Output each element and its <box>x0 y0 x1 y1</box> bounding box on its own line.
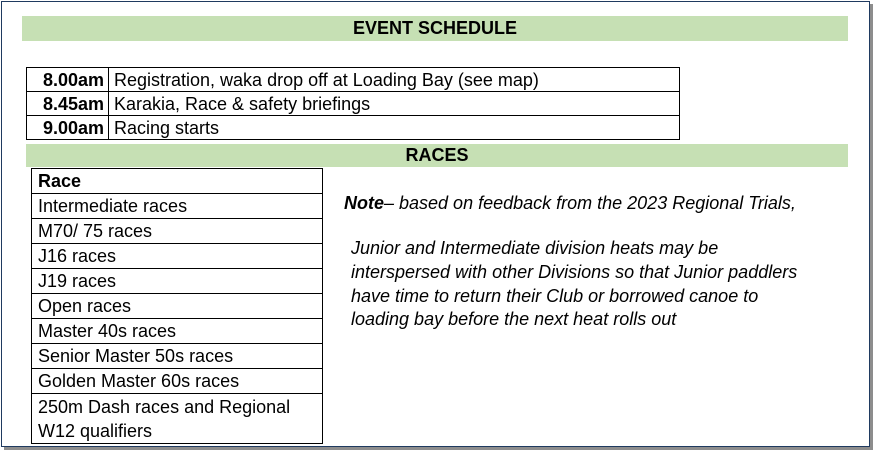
note-line: have time to return their Club or borrowed canoe to <box>351 286 759 306</box>
race-item-line: W12 qualifiers <box>38 420 153 441</box>
event-schedule-title: EVENT SCHEDULE <box>22 16 848 41</box>
races-title: RACES <box>26 144 848 167</box>
schedule-time: 8.45am <box>27 92 109 116</box>
note-heading <box>344 192 796 215</box>
race-item: Senior Master 50s races <box>32 344 323 369</box>
race-item: Intermediate races <box>32 194 323 219</box>
race-item: Golden Master 60s races <box>32 369 323 394</box>
schedule-time: 8.00am <box>27 68 109 92</box>
race-item: Open races <box>32 294 323 319</box>
schedule-time: 9.00am <box>27 116 109 140</box>
schedule-table <box>26 67 680 140</box>
races-table <box>31 168 323 444</box>
races-header: Race <box>32 169 323 194</box>
schedule-row <box>27 116 680 140</box>
race-item: J16 races <box>32 244 323 269</box>
race-item-line: 250m Dash races and Regional <box>38 396 291 417</box>
schedule-description: Racing starts <box>109 116 680 140</box>
schedule-row <box>27 68 680 92</box>
note-lead: – based on feedback from the 2023 Regional Trials, <box>384 193 796 213</box>
schedule-description: Registration, waka drop off at Loading Bay (see map) <box>109 68 680 92</box>
note-line: Junior and Intermediate division heats may be <box>351 238 719 258</box>
note-line: interspersed with other Divisions so that Junior paddlers <box>351 262 798 282</box>
schedule-description: Karakia, Race & safety briefings <box>109 92 680 116</box>
schedule-row <box>27 92 680 116</box>
race-item: J19 races <box>32 269 323 294</box>
note-line: loading bay before the next heat rolls out <box>351 309 677 329</box>
note-label: Note <box>344 193 384 213</box>
race-item: Master 40s races <box>32 319 323 344</box>
race-item-last <box>32 394 323 444</box>
race-item: M70/ 75 races <box>32 219 323 244</box>
